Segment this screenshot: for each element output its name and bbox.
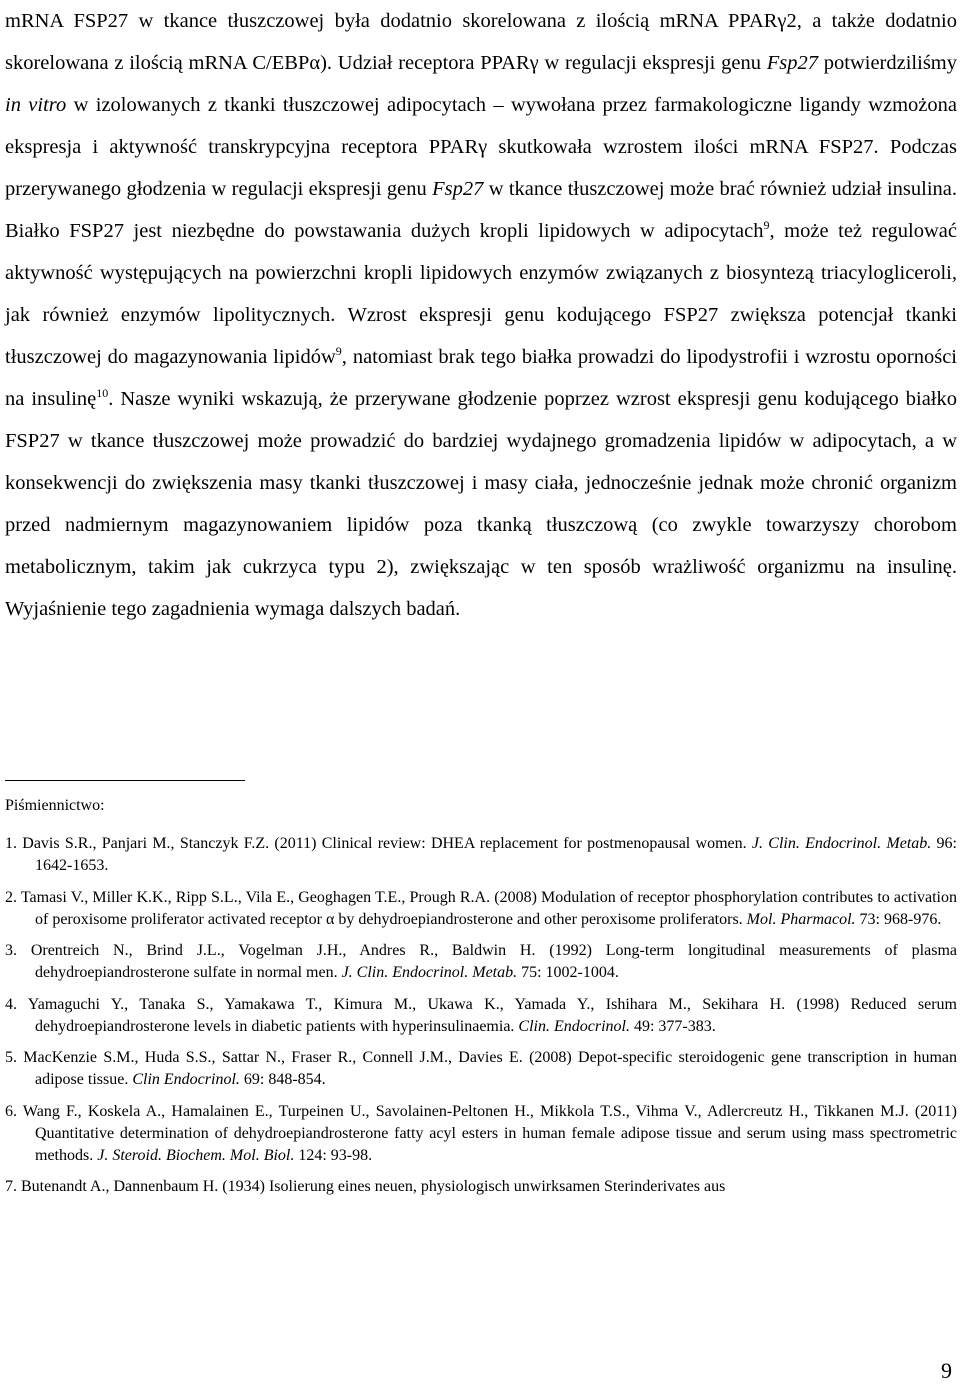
body-text-3: w izolowanych z tkanki tłuszczowej adipocytach – wywołana przez farmakologiczne ligandy wzmożona ekspresja i aktywność transkrypcyjna receptora PPARγ skutkowała wzrostem ilości mRNA FSP27. Podczas przerywanego głodzenia w regulacji ekspresji genu [5,94,957,200]
citation-superscript: 10 [96,386,109,400]
reference-item: 3. Orentreich N., Brind J.L., Vogelman J.H., Andres R., Baldwin H. (1992) Long-term longitudinal measurements of plasma dehydroepiandrosterone sulfate in normal men. J. Clin. Endocrinol. Metab. 75: 1002-1004. [5,942,957,981]
page-number: 9 [941,1358,952,1383]
body-text-5: , może też regulować aktywność występujących na powierzchni kropli lipidowych enzymów związanych z biosyntezą triacylogliceroli, jak również enzymów lipolitycznych. Wzrost ekspresji genu kodującego FSP27 zwiększa potencjał tkanki tłuszczowej do magazynowania lipidów [5,220,957,368]
body-text-4: w tkance tłuszczowej może brać również udział insulina. Białko FSP27 jest niezbędne do powstawania dużych kropli lipidowych w adipocytach [5,178,957,242]
journal-name: J. Clin. Endocrinol. Metab. [341,964,518,981]
reference-item: 6. Wang F., Koskela A., Hamalainen E., Turpeinen U., Savolainen-Peltonen H., Mikkola T.S., Vihma V., Adlercreutz H., Tikkanen M.J. (2011) Quantitative determination of dehydroepiandrosterone fatty acyl esters in human female adipose tissue and serum using mass spectrometric methods. J. Steroid. Biochem. Mol. Biol. 124: 93-98. [5,1102,957,1164]
journal-name: J. Steroid. Biochem. Mol. Biol. [97,1146,295,1164]
footnote-rule [5,780,245,781]
journal-name: J. Clin. Endocrinol. Metab. [751,835,932,852]
reference-item: 4. Yamaguchi Y., Tanaka S., Yamakawa T., Kimura M., Ukawa K., Yamada Y., Ishihara M., Sekihara H. (1998) Reduced serum dehydroepiandrosterone levels in diabetic patients with hyperinsulinaemia. Clin. Endocrinol. 49: 377-383. [5,995,957,1035]
reference-item: 2. Tamasi V., Miller K.K., Ripp S.L., Vila E., Geoghagen T.E., Prough R.A. (2008) Modulation of receptor phosphorylation contributes to activation of peroxisome proliferator activated receptor α by dehydroepiandrosterone and other peroxisome proliferators. Mol. Pharmacol. 73: 968-976. [5,888,957,928]
journal-name: Clin Endocrinol. [132,1071,240,1088]
reference-item: 1. Davis S.R., Panjari M., Stanczyk F.Z. (2011) Clinical review: DHEA replacement for postmenopausal women. J. Clin. Endocrinol. Metab. 96: 1642-1653. [5,835,958,874]
in-vitro-italic: in vitro [5,94,67,116]
citation-superscript: 9 [763,218,770,232]
journal-name: Mol. Pharmacol. [746,910,856,928]
journal-name: Clin. Endocrinol. [518,1017,630,1035]
gene-name-italic: Fsp27 [766,52,818,74]
body-text-1: mRNA FSP27 w tkance tłuszczowej była dodatnio skorelowana z ilością mRNA PPARγ2, a także dodatnio skorelowana z ilością mRNA C/EBPα). Udział receptora PPARγ w regulacji ekspresji genu [5,10,957,74]
reference-item: 7. Butenandt A., Dannenbaum H. (1934) Isolierung eines neuen, physiologisch unwirksamen Sterinderivates aus [5,1178,726,1195]
reference-item: 5. MacKenzie S.M., Huda S.S., Sattar N., Fraser R., Connell J.M., Davies E. (2008) Depot-specific steroidogenic gene transcription in human adipose tissue. Clin Endocrinol. 69: 848-854. [5,1049,957,1088]
references-list [5,833,957,1208]
body-paragraph [5,0,957,630]
body-text-7: . Nasze wyniki wskazują, że przerywane głodzenie poprzez wzrost ekspresji genu kodującego białko FSP27 w tkance tłuszczowej może prowadzić do bardziej wydajnego gromadzenia lipidów w adipocytach, a w konsekwencji do zwiększenia masy tkanki tłuszczowej i masy ciała, jednocześnie jednak może chronić organizm przed nadmiernym magazynowaniem lipidów poza tkanką tłuszczową (co zwykle towarzyszy chorobom metabolicznym, takim jak cukrzyca typu 2), zwiększając w ten sposób wrażliwość organizmu na insulinę. Wyjaśnienie tego zagadnienia wymaga dalszych badań. [5,388,957,620]
citation-superscript: 9 [335,344,342,358]
references-heading: Piśmiennictwo: [5,797,105,814]
gene-name-italic: Fsp27 [432,178,484,200]
body-text-6: , natomiast brak tego białka prowadzi do lipodystrofii i wzrostu oporności na insulinę [5,346,957,410]
body-text-2: potwierdziliśmy [818,52,957,74]
